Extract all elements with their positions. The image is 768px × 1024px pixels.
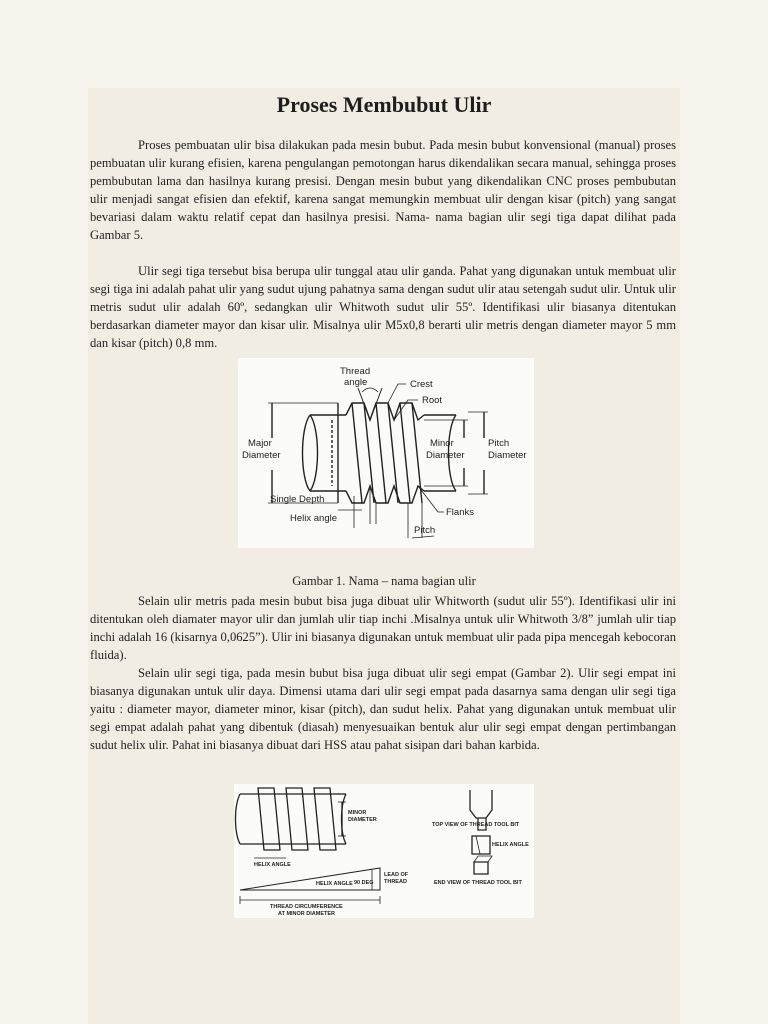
label-at-minor-diameter: AT MINOR DIAMETER [278,911,336,917]
label-top-view: TOP VIEW OF THREAD TOOL BIT [432,822,520,828]
label-minor-diameter: Diameter [426,450,465,461]
label-minor: Minor [430,438,454,449]
paragraph-2: Ulir segi tiga tersebut bisa berupa ulir tunggal atau ulir ganda. Pahat yang digunakan untuk membuat ulir segi tiga ini adalah pahat ulir yang sudut ujung pahatnya sama dengan sudut ulir atau setengah sudut ulir. Untuk ulir metris sudut ulir adalah 60º, sedangkan ulir Whitwoth sudut ulir 55º. Identifikasi ulir biasanya ditentukan berdasarkan diameter mayor dan kisar ulir. Misalnya ulir M5x0,8 berarti ulir metris dengan diameter mayor 5 mm dan kisar (pitch) 0,8 mm. [90,264,676,351]
label-minor-diameter: DIAMETER [348,817,377,823]
label-pitch-bottom: Pitch [414,525,436,536]
square-thread-diagram [234,784,534,918]
label-flanks: Flanks [446,507,474,518]
label-end-view: END VIEW OF THREAD TOOL BIT [434,880,522,886]
label-minor: MINOR [348,810,367,816]
figure-1-caption: Gambar 1. Nama – nama bagian ulir [292,574,476,588]
label-90-deg: 90 DEG [354,880,374,886]
label-crest: Crest [410,379,433,390]
label-thread: Thread [340,366,371,377]
label-major: Major [248,438,272,449]
label-circumference: THREAD CIRCUMFERENCE [270,904,343,910]
page-title: Proses Membubut Ulir [276,92,492,117]
label-root: Root [422,395,443,406]
label-single-depth: Single Depth [270,494,325,505]
document-page [88,88,680,1024]
paragraph-4: Selain ulir segi tiga, pada mesin bubut bisa juga dibuat ulir segi empat (Gambar 2). Ulir segi empat ini biasanya digunakan untuk ulir daya. Dimensi utama dari ulir segi empat pada dasarnya sama dengan ulir segi tiga yaitu : diameter mayor, diameter minor, kisar (pitch), dan sudut helix. Pahat yang digunakan untuk membuat ulir segi empat adalah pahat yang dibentuk (diasah) menyesuaikan bentuk alur ulir segi empat dengan pertimbangan sudut helix ulir. Pahat ini biasanya dibuat dari HSS atau pahat sisipan dari bahan karbida. [90,666,676,753]
label-lead-of: LEAD OF [384,872,409,878]
label-angle: angle [344,377,368,388]
label-helix-angle: Helix angle [290,513,337,524]
label-thread: THREAD [384,879,407,885]
label-tool-helix: HELIX ANGLE [492,842,529,848]
figure-thread-parts [238,358,534,548]
label-major-diameter: Diameter [242,450,281,461]
label-pitch: Pitch [488,438,510,449]
label-helix-angle: HELIX ANGLE [254,862,291,868]
label-pitch-diameter: Diameter [488,450,527,461]
figure-square-thread [234,784,534,918]
paragraph-1: Proses pembuatan ulir bisa dilakukan pada mesin bubut. Pada mesin bubut konvensional (manual) proses pembuatan ulir kurang efisien, karena pengulangan pemotongan harus dikendalikan secara manual, sehingga proses pembubutan lama dan hasilnya kurang presisi. Dengan mesin bubut yang dikendalikan CNC proses pembubutan ulir menjadi sangat efisien dan efektif, karena sangat memungkin membuat ulir dengan kisar (pitch) yang sangat bevariasi dalam waktu relatif cepat dan hasilnya presisi. Nama- nama bagian ulir segi tiga dapat dilihat pada Gambar 5. [90,138,676,243]
label-helix-angle-triangle: HELIX ANGLE [316,881,353,887]
thread-diagram [238,358,534,548]
paragraph-3: Selain ulir metris pada mesin bubut bisa juga dibuat ulir Whitworth (sudut ulir 55º). Identifikasi ulir ini ditentukan oleh diamater mayor ulir dan jumlah ulir tiap inchi .Misalnya untuk ulir Whitwoth 3/8” jumlah ulir tiap inchi adalah 16 (kisarnya 0,0625”). Ulir ini biasanya digunakan untuk membuat ulir pada pipa mencegah kebocoran fluida). [90,594,676,663]
